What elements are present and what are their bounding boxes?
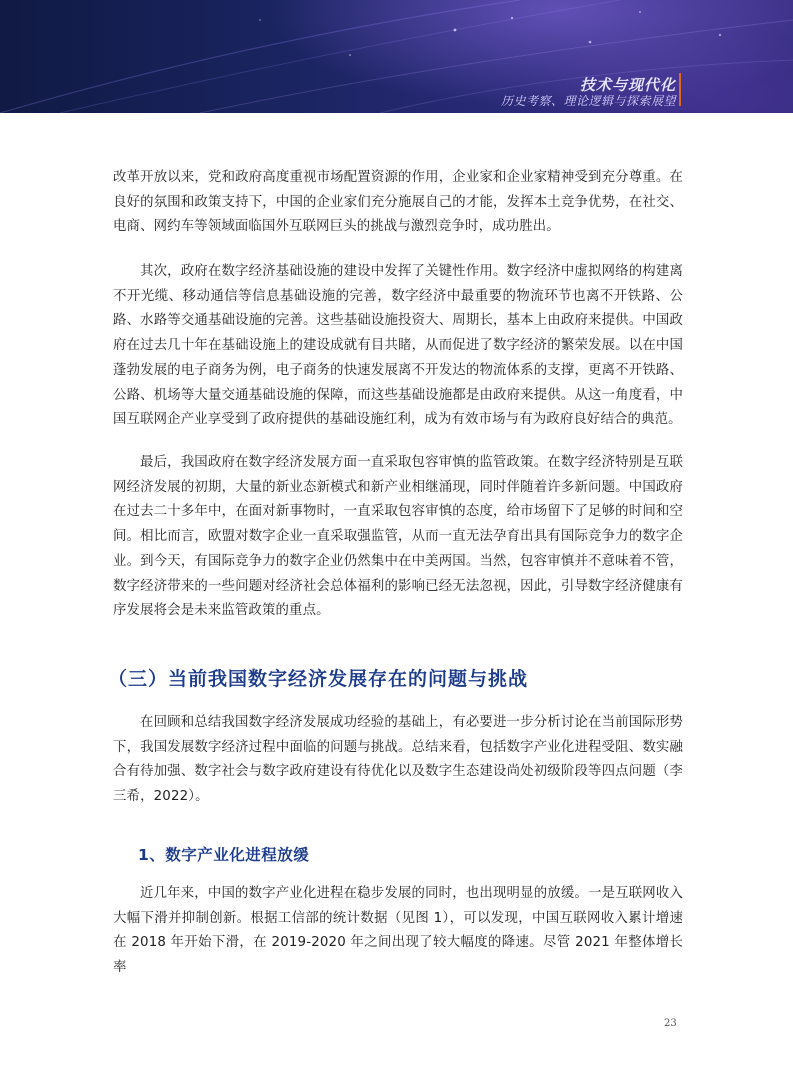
paragraph: 在回顾和总结我国数字经济发展成功经验的基础上，有必要进一步分析讨论在当前国际形势下，我国发展数字经济过程中面临的问题与挑战。总结来看，包括数字产业化进程受阻、数实融合有待加强、数字社会与数字政府建设有待优化以及数字生态建设尚处初级阶段等四点问题（李三希，2022）。 bbox=[113, 715, 683, 805]
header-subtitle: 历史考察、理论逻辑与探索展望 bbox=[500, 94, 676, 108]
sub-heading: 1、数字产业化进程放缓 bbox=[138, 846, 310, 864]
header-title: 技术与现代化 bbox=[579, 76, 676, 94]
paragraph: 最后，我国政府在数字经济发展方面一直采取包容审慎的监管政策。在数字经济特别是互联网经济发展的初期，大量的新业态新模式和新产业相继涌现，同时伴随着许多新问题。中国政府在过去二十多年中，在面对新事物时，一直采取包容审慎的态度，给市场留下了足够的时间和空间。相比而言，欧盟对数字企业一直采取强监管，从而一直无法孕育出具有国际竞争力的数字企业。到今天，有国际竞争力的数字企业仍然集中在中美两国。当然，包容审慎并不意味着不管，数字经济带来的一些问题对经济社会总体福利的影响已经无法忽视，因此，引导数字经济健康有序发展将会是未来监管政策的重点。 bbox=[113, 455, 683, 619]
body-text-block bbox=[113, 166, 683, 240]
paragraph: 近几年来，中国的数字产业化进程在稳步发展的同时，也出现明显的放缓。一是互联网收入大幅下滑并抑制创新。根据工信部的统计数据（见图 1），可以发现，中国互联网收入累计增速在 2018 年开始下滑，在 2019-2020 年之间出现了较大幅度的降速。尽管 2021 年整体增长率 bbox=[113, 886, 683, 976]
section-heading: （三）当前我国数字经济发展存在的问题与挑战 bbox=[108, 668, 529, 690]
page-number: 23 bbox=[664, 1018, 677, 1029]
paragraph: 改革开放以来，党和政府高度重视市场配置资源的作用，企业家和企业家精神受到充分尊重。在良好的氛围和政策支持下，中国的企业家们充分施展自己的才能，发挥本土竞争优势，在社交、电商、网约车等领域面临国外互联网巨头的挑战与激烈竞争时，成功胜出。 bbox=[113, 170, 683, 235]
paragraph: 其次，政府在数字经济基础设施的建设中发挥了关键性作用。数字经济中虚拟网络的构建离不开光缆、移动通信等信息基础设施的完善，数字经济中最重要的物流环节也离不开铁路、公路、水路等交通基础设施的完善。这些基础设施投资大、周期长，基本上由政府来提供。中国政府在过去几十年在基础设施上的建设成就有目共睹，从而促进了数字经济的繁荣发展。以在中国蓬勃发展的电子商务为例，电子商务的快速发展离不开发达的物流体系的支撑，更离不开铁路、公路、机场等大量交通基础设施的保障，而这些基础设施都是由政府来提供。从这一角度看，中国互联网企产业享受到了政府提供的基础设施红利，成为有效市场与有为政府良好结合的典范。 bbox=[113, 264, 683, 428]
body-text-block bbox=[113, 711, 683, 810]
header-accent-bar bbox=[679, 73, 681, 106]
body-text-block bbox=[113, 882, 683, 981]
header-banner bbox=[0, 0, 793, 113]
body-text-block bbox=[113, 451, 683, 624]
body-text-block bbox=[113, 260, 683, 433]
